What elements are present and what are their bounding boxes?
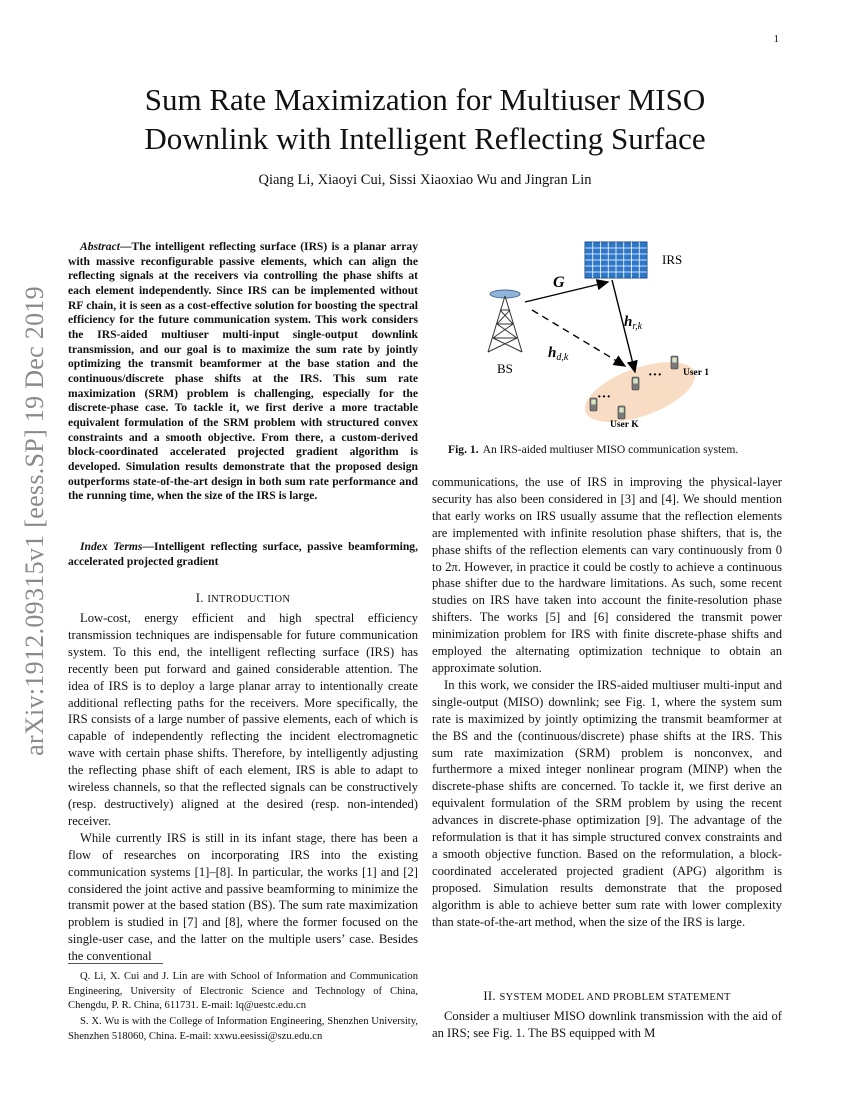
g-label: G xyxy=(553,274,565,291)
intro-paragraph-1: Low-cost, energy efficient and high spectral efficiency transmission techniques are indispensable for future communication system. To this end, the intelligent reflecting surface (IRS) has recently been put forward and gained considerable attention. The idea of IRS is to deploy a large planar array to intentionally create additional reflecting paths for the receivers. More specifically, the IRS consists of a large number of passive elements, each of which is capable of independently reflecting the incident electromagnetic wave with certain phase shifts. Therefore, by intelligently adjusting the reflecting phase shift of each element, IRS is able to adapt to wireless channels, so that the reflected signals can be constructively (resp. destructively) aligned at the desired (resp. non-intended) receiver. xyxy=(68,611,418,828)
section-2-number: II. xyxy=(483,989,496,1003)
bs-label: BS xyxy=(497,361,513,376)
figure-label: Fig. 1. xyxy=(448,443,479,456)
figure-1 xyxy=(440,230,785,440)
section-1-heading xyxy=(68,590,418,609)
index-terms xyxy=(68,540,418,569)
user-dots-1: ··· xyxy=(648,368,663,383)
section-1-body xyxy=(68,610,418,965)
footnote-1: Q. Li, X. Cui and J. Lin are with School of Information and Communication Engineering, University of Electronic Science and Technology of China, Chengdu, P. R. China, 611731. E-mail: lq@uestc.edu.cn xyxy=(68,971,418,1012)
figure-caption xyxy=(448,443,738,456)
section-2-title: SYSTEM MODEL AND PROBLEM STATEMENT xyxy=(499,992,731,1003)
phone-icon xyxy=(618,406,625,419)
footnote-2: S. X. Wu is with the College of Information Engineering, Shenzhen University, Shenzhen 518060, China. E-mail: xxwu.eesissi@szu.edu.cn xyxy=(68,1016,418,1042)
phone-icon xyxy=(590,398,597,411)
footnote-rule xyxy=(68,963,163,964)
title-line-2: Downlink with Intelligent Reflecting Surface xyxy=(144,121,706,156)
section-2-heading xyxy=(432,988,782,1007)
bs-tower-icon xyxy=(488,290,522,352)
right-column-body xyxy=(432,474,782,930)
hr-label: $h_{r,k}$ xyxy=(624,314,643,332)
user-k-label: User K xyxy=(610,420,639,430)
user-1-label: User 1 xyxy=(683,368,709,378)
section-1-title: INTRODUCTION xyxy=(207,594,291,605)
hd-label: $h_{d,k}$ xyxy=(548,345,569,363)
section-1-number: I. xyxy=(195,591,204,605)
right-paragraph-work: In this work, we consider the IRS-aided multiuser multi-input and single-output (MISO) downlink; see Fig. 1, where the system sum rate is maximized by jointly optimizing the transmit beamformer at the BS and the (continuous/discrete) phase shifts at the IRS. This sum rate maximization (SRM) problem is nonconvex, and furthermore a mixed integer nonlinear program (MINP) when the discrete-phase shifts are concerned. To tackle it, we first derive an equivalent formulation of the SRM problem by using the recent advances in discrete-phase optimization [9]. The advantage of the reformulation is that it has simple structured convex constraints and a smooth objective function. Based on the reformulation, a block-coordinated accelerated projected gradient (APG) algorithm is proposed. Simulation results demonstrate that the proposed algorithm is able to achieve better sum rate with lower complexity than state-of-the-art method, when the size of the IRS is large. xyxy=(432,677,782,929)
abstract-label: Abstract xyxy=(80,240,120,253)
page-number: 1 xyxy=(773,33,779,45)
phone-icon xyxy=(632,377,639,390)
section-2-paragraph: Consider a multiuser MISO downlink transmission with the aid of an IRS; see Fig. 1. The BS equipped with M xyxy=(432,1009,782,1040)
arxiv-stamp: arXiv:1912.09315v1 [eess.SP] 19 Dec 2019 xyxy=(20,286,49,756)
figure-caption-text: An IRS-aided multiuser MISO communication system. xyxy=(482,443,739,456)
hd-channel-arrow xyxy=(532,310,625,366)
g-channel-arrow xyxy=(525,282,608,302)
user-dots-2: ··· xyxy=(597,390,612,405)
paper-title xyxy=(0,80,850,158)
irs-label: IRS xyxy=(662,252,683,267)
abstract xyxy=(68,240,418,504)
phone-icon xyxy=(671,356,678,369)
title-line-1: Sum Rate Maximization for Multiuser MISO xyxy=(144,82,706,117)
authors: Qiang Li, Xiaoyi Cui, Sissi Xiaoxiao Wu and Jingran Lin xyxy=(258,172,592,188)
right-paragraph-continuation: communications, the use of IRS in improving the physical-layer security has also been considered in [3] and [4]. We should mention that early works on IRS usually assume that the reflection elements are implemented with infinite resolution phase shifters, that is, the phase shifts of the reflection elements can vary continuously from 0 to 2π. However, in practice it could be costly to achieve a continuous phase shifter due to the hardware limitations. As such, some recent studies on IRS have taken into account the finite-resolution phase shifters. The works [5] and [6] considered the transmit power minimization problem for IRS with finite discrete-phase shifts and employed the alternating optimization technique to obtain an approximate solution. xyxy=(432,475,782,675)
index-terms-text: —Intelligent reflecting surface, passive beamforming, accelerated projected gradient xyxy=(68,540,418,568)
intro-paragraph-2: While currently IRS is still in its infant stage, there has been a flow of researches on incorporating IRS into the existing communication systems [1]–[8]. In particular, the works [1] and [2] considered the joint active and passive beamforming to minimize the transmit power at the based station (BS). The sum rate maximization problem is studied in [7] and [8], where the former focused on the single-user case, and the latter on the multiple users’ case. Besides the conventional xyxy=(68,830,418,964)
abstract-text: —The intelligent reflecting surface (IRS) is a planar array with massive reconfigurable passive elements, which can align the reflecting signals at the receivers via controlling the phase shifts at each element independently. Since IRS can be implemented without RF chain, it is seen as a cost-effective solution for boosting the spectral efficiency for the future communication system. This work considers the IRS-aided multiuser multi-input single-output downlink transmission, and our goal is to maximize the sum rate by jointly optimizing the transmit beamformer at the base station and the continuous/discrete phase shifts at the IRS. This sum rate maximization (SRM) problem is challenging, especially for the discrete-phase case. To tackle it, we first derive a more tractable equivalent formulation of the SRM problem with structured convex constraints and a smooth objective. From there, a custom-derived block-coordinated accelerated projected gradient algorithm is developed. Simulation results demonstrate that the proposed design outperforms state-of-the-art design in both sum rate performance and the running time, when the size of the IRS is large. xyxy=(68,240,418,503)
section-2-body xyxy=(432,1008,782,1042)
irs-panel xyxy=(585,242,647,278)
index-terms-label: Index Terms xyxy=(80,540,143,553)
